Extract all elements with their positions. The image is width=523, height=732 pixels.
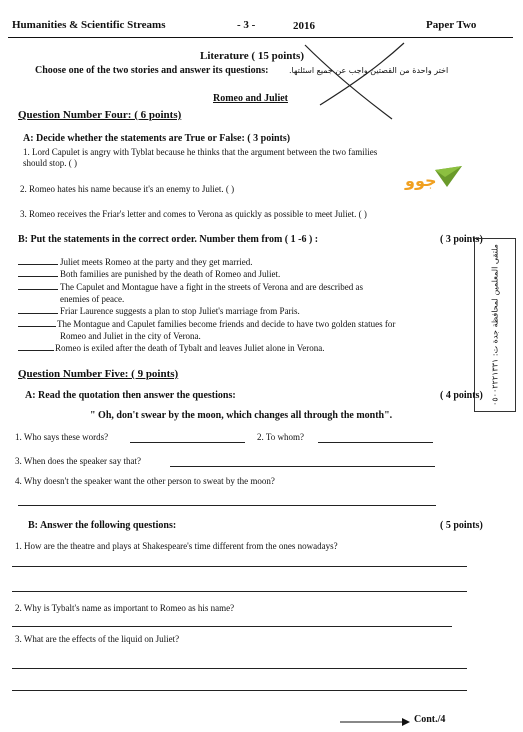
literature-title: Literature ( 15 points) bbox=[200, 50, 304, 62]
answer-line[interactable] bbox=[12, 690, 467, 691]
answer-line[interactable] bbox=[170, 466, 435, 467]
order-blank-3[interactable] bbox=[18, 289, 58, 290]
header-year: 2016 bbox=[293, 20, 315, 32]
answer-line[interactable] bbox=[318, 442, 433, 443]
q5-question-4: 4. Why doesn't the speaker want the other person to sweat by the moon? bbox=[15, 476, 275, 486]
q5-b-question-3: 3. What are the effects of the liquid on Juliet? bbox=[15, 634, 180, 644]
q4-statement-1: 1. Lord Capulet is angry with Tyblat because he thinks that the argument between the two families bbox=[23, 147, 378, 157]
order-item: Both families are punished by the death of Romeo and Juliet. bbox=[60, 269, 281, 279]
pen-cross-mark bbox=[300, 35, 410, 125]
q5-question-1: 1. Who says these words? bbox=[15, 432, 109, 442]
order-item: The Montague and Capulet families become friends and decide to have two golden statues for bbox=[57, 319, 396, 329]
quotation: " Oh, don't swear by the moon, which changes all through the month". bbox=[90, 410, 393, 421]
paper-plane-icon bbox=[435, 166, 463, 188]
q5-b-points: ( 5 points) bbox=[440, 520, 483, 531]
stamp bbox=[474, 238, 516, 412]
q5-a-points: ( 4 points) bbox=[440, 390, 483, 401]
header-paper: Paper Two bbox=[426, 19, 477, 31]
order-item: The Capulet and Montague have a fight in the streets of Verona and are described as bbox=[60, 282, 363, 292]
q5-b-question-2: 2. Why is Tybalt's name as important to Romeo as his name? bbox=[15, 603, 235, 613]
literature-instruction-arabic: اختر واحدة من القصتين واجب عن جميع اسئلتها. bbox=[289, 66, 449, 75]
order-blank-6[interactable] bbox=[18, 350, 54, 351]
q4-statement-1-cont: should stop. ( ) bbox=[23, 158, 77, 168]
stamp-text: ملتقى المعلمين لمحافظة جدة ت: ٠٥٠٠٢٢٢١٣٣١ bbox=[490, 244, 500, 406]
answer-line[interactable] bbox=[12, 591, 467, 592]
header-streams: Humanities & Scientific Streams bbox=[12, 19, 166, 31]
order-blank-4[interactable] bbox=[18, 313, 58, 314]
answer-line[interactable] bbox=[18, 505, 436, 506]
answer-line[interactable] bbox=[130, 442, 245, 443]
q5-b-heading: B: Answer the following questions: bbox=[28, 520, 177, 531]
page-number: - 3 - bbox=[237, 19, 256, 31]
answer-line[interactable] bbox=[12, 626, 452, 627]
order-item-cont: Romeo and Juliet in the city of Verona. bbox=[60, 331, 201, 341]
arrow-right-icon bbox=[340, 717, 410, 727]
q4-b-points: ( 3 points) bbox=[440, 234, 483, 245]
q4-statement-3: 3. Romeo receives the Friar's letter and comes to Verona as quickly as possible to meet Juliet. ( ) bbox=[20, 209, 367, 219]
order-item: Juliet meets Romeo at the party and they get married. bbox=[60, 257, 253, 267]
q5-a-heading: A: Read the quotation then answer the questions: bbox=[25, 390, 236, 401]
question-four-title: Question Number Four: ( 6 points) bbox=[18, 109, 182, 121]
order-blank-5[interactable] bbox=[18, 326, 56, 327]
order-item: Friar Laurence suggests a plan to stop Juliet's marriage from Paris. bbox=[60, 306, 300, 316]
brand-logo: جوو bbox=[405, 171, 437, 190]
q4-b-heading: B: Put the statements in the correct order. Number them from ( 1 -6 ) : bbox=[18, 234, 319, 245]
answer-line[interactable] bbox=[12, 668, 467, 669]
order-item-cont: enemies of peace. bbox=[60, 294, 125, 304]
q4-a-heading: A: Decide whether the statements are True or False: ( 3 points) bbox=[23, 133, 291, 144]
order-blank-2[interactable] bbox=[18, 276, 58, 277]
order-blank-1[interactable] bbox=[18, 264, 58, 265]
question-five-title: Question Number Five: ( 9 points) bbox=[18, 368, 179, 380]
story-title: Romeo and Juliet bbox=[213, 93, 288, 104]
q4-statement-2: 2. Romeo hates his name because it's an enemy to Juliet. ( ) bbox=[20, 184, 235, 194]
continue-label: Cont./4 bbox=[414, 714, 446, 725]
header-rule bbox=[8, 37, 513, 38]
answer-line[interactable] bbox=[12, 566, 467, 567]
order-item: Romeo is exiled after the death of Tybalt and leaves Juliet alone in Verona. bbox=[55, 343, 325, 353]
q5-question-2: 2. To whom? bbox=[257, 432, 304, 442]
q5-question-3: 3. When does the speaker say that? bbox=[15, 456, 142, 466]
literature-instruction: Choose one of the two stories and answer its questions: bbox=[35, 65, 269, 76]
q5-b-question-1: 1. How are the theatre and plays at Shakespeare's time different from the ones nowadays? bbox=[15, 541, 338, 551]
